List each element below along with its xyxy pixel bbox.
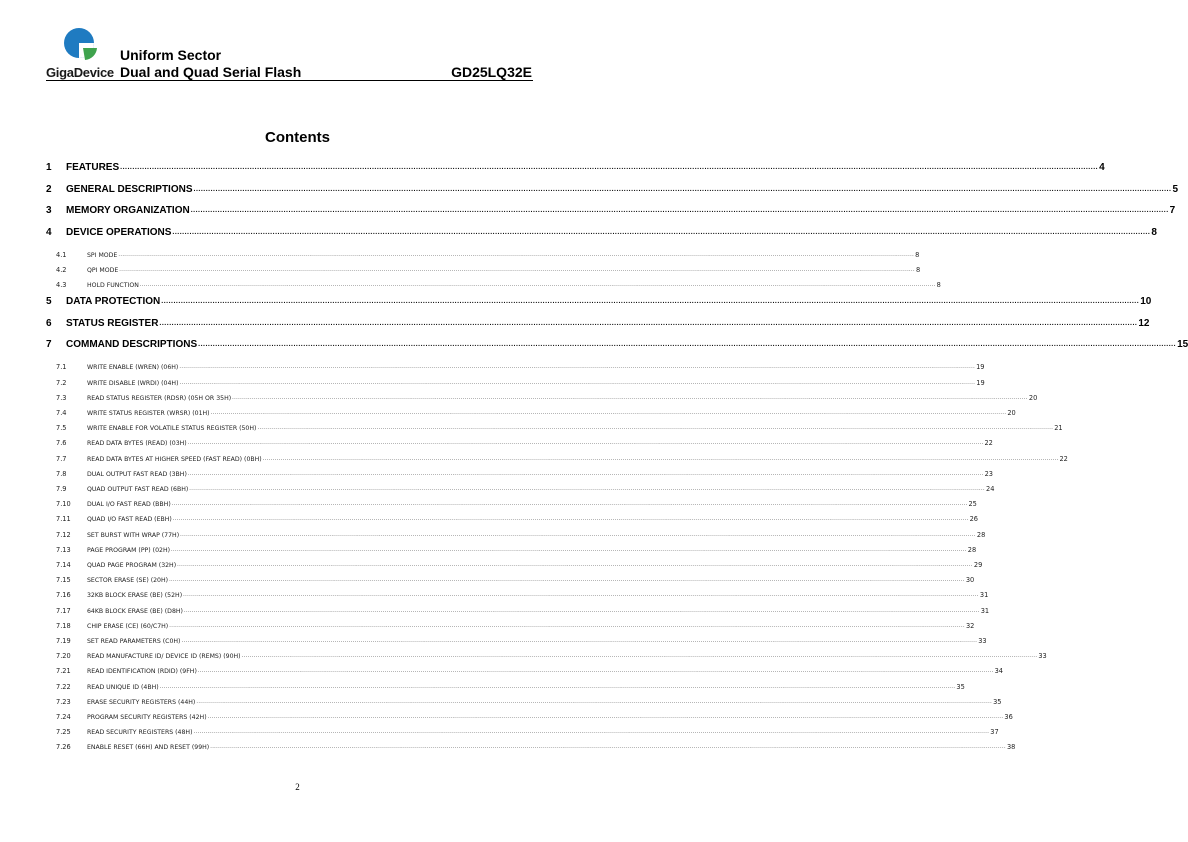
toc-entry[interactable] (46, 160, 1105, 173)
toc-dot-leader: ................................................................................................................................................................................................................................................................................................................................................................................................................ (179, 364, 976, 371)
toc-dot-leader: ................................................................................................................................................................................................................................................................................................................................................................................................................ (262, 455, 1059, 462)
toc-entry[interactable] (46, 373, 985, 387)
toc-entry[interactable] (46, 722, 999, 737)
toc-entry-number: 7.13 (56, 545, 71, 554)
toc-entry-page: 4 (1099, 162, 1105, 173)
toc-dot-leader: ................................................................................................................................................................................................................................................................................................................................................................................................................ (257, 425, 1054, 432)
toc-dot-leader: ................................................................................................................................................................................................................................................................................................................................................................................................................ (187, 470, 984, 477)
toc-entry-title: DEVICE OPERATIONS (66, 226, 172, 238)
toc-dot-leader: ................................................................................................................................................................................................................................................................................................................................................................................................................ (177, 562, 973, 568)
toc-entry[interactable] (46, 337, 1188, 351)
toc-entry[interactable] (46, 707, 1013, 721)
toc-entry-number: 7.14 (56, 561, 71, 569)
toc-entry-title: READ UNIQUE ID (4BH) (87, 683, 159, 691)
toc-entry-number: 7.3 (56, 393, 67, 402)
toc-entry-page: 34 (994, 667, 1003, 676)
toc-entry-title: QUAD I/O FAST READ (EBH) (87, 516, 172, 524)
toc-dot-leader: ................................................................................................................................................................................................................................................................................................................................................................................................................ (119, 266, 916, 273)
toc-entry-page: 24 (986, 485, 995, 493)
toc-entry[interactable] (46, 225, 1157, 238)
toc-dot-leader: ................................................................................................................................................................................................................................................................................................................................................................................................................ (197, 668, 994, 675)
toc-entry-title: QUAD PAGE PROGRAM (32H) (87, 562, 177, 569)
toc-entry-page: 23 (984, 469, 993, 478)
toc-entry-title: GENERAL DESCRIPTIONS (66, 183, 193, 195)
toc-entry-number: 7.24 (56, 713, 71, 721)
toc-entry-number: 7.25 (56, 728, 71, 737)
toc-entry[interactable] (46, 585, 989, 600)
toc-entry-title: READ DATA BYTES (READ) (03H) (87, 440, 187, 448)
toc-dot-leader: ................................................................................................................................................................................................................................................................................................................................................................................................................ (193, 185, 1172, 193)
toc-entry-number: 7.20 (56, 652, 71, 661)
toc-entry[interactable] (46, 525, 986, 539)
toc-entry[interactable] (46, 294, 1152, 308)
toc-dot-leader: ................................................................................................................................................................................................................................................................................................................................................................................................................ (193, 729, 990, 736)
toc-entry[interactable] (46, 418, 1063, 433)
toc-entry[interactable] (46, 182, 1178, 195)
toc-entry-page: 26 (969, 515, 978, 524)
toc-entry-title: COMMAND DESCRIPTIONS (66, 339, 198, 351)
toc-entry[interactable] (46, 494, 977, 509)
toc-dot-leader: ................................................................................................................................................................................................................................................................................................................................................................................................................ (187, 440, 984, 447)
toc-entry-title: MEMORY ORGANIZATION (66, 205, 190, 216)
toc-entry-title: STATUS REGISTER (66, 317, 159, 329)
toc-entry[interactable] (46, 479, 995, 493)
toc-entry[interactable] (46, 540, 977, 554)
toc-entry-page: 28 (967, 545, 977, 554)
toc-entry-page: 25 (968, 500, 977, 509)
toc-dot-leader: ................................................................................................................................................................................................................................................................................................................................................................................................................ (196, 698, 993, 705)
toc-entry[interactable] (46, 601, 990, 615)
toc-dot-leader: ................................................................................................................................................................................................................................................................................................................................................................................................................ (190, 207, 1169, 214)
toc-entry-title: READ IDENTIFICATION (RDID) (9FH) (87, 668, 197, 676)
toc-dot-leader: ................................................................................................................................................................................................................................................................................................................................................................................................................ (171, 546, 967, 553)
toc-entry-page: 7 (1169, 205, 1176, 216)
toc-entry-page: 10 (1140, 296, 1152, 308)
toc-dot-leader: ................................................................................................................................................................................................................................................................................................................................................................................................................ (232, 394, 1028, 401)
header-product-line2: Dual and Quad Serial Flash (120, 64, 302, 80)
toc-entry[interactable] (46, 403, 1016, 417)
toc-entry-number: 2 (46, 183, 52, 195)
toc-entry-title: 32KB BLOCK ERASE (BE) (52H) (87, 592, 183, 600)
toc-entry-number: 7.15 (56, 576, 71, 585)
toc-entry[interactable] (46, 449, 1068, 463)
toc-entry-page: 21 (1054, 424, 1063, 433)
toc-dot-leader: ................................................................................................................................................................................................................................................................................................................................................................................................................ (159, 683, 956, 690)
toc-entry-number: 7.23 (56, 697, 71, 706)
toc-entry[interactable] (46, 555, 983, 569)
toc-entry-page: 35 (956, 682, 965, 691)
toc-entry-page: 15 (1177, 339, 1188, 351)
toc-entry[interactable] (46, 631, 987, 645)
toc-entry-title: READ SECURITY REGISTERS (48H) (87, 729, 193, 737)
toc-entry[interactable] (46, 570, 975, 585)
toc-entry-title: HOLD FUNCTION (87, 281, 139, 289)
toc-entry-number: 7.12 (56, 530, 71, 539)
toc-entry[interactable] (46, 464, 993, 478)
toc-entry-page: 8 (915, 250, 920, 259)
toc-entry-title: SET READ PARAMETERS (C0H) (87, 638, 181, 645)
toc-entry[interactable] (46, 245, 920, 259)
toc-entry-page: 22 (1059, 454, 1068, 463)
toc-dot-leader: ................................................................................................................................................................................................................................................................................................................................................................................................................ (172, 516, 969, 523)
toc-entry-number: 7 (46, 339, 52, 351)
toc-entry[interactable] (46, 260, 921, 274)
toc-entry-page: 28 (976, 530, 986, 539)
toc-entry-title: QUAD OUTPUT FAST READ (6BH) (87, 486, 189, 493)
toc-entry-number: 6 (46, 317, 52, 329)
toc-dot-leader: ................................................................................................................................................................................................................................................................................................................................................................................................................ (161, 298, 1140, 306)
toc-dot-leader: ................................................................................................................................................................................................................................................................................................................................................................................................................ (189, 486, 986, 492)
toc-entry-number: 4.1 (56, 250, 67, 259)
toc-entry-number: 4.3 (56, 280, 67, 289)
toc-entry-title: ERASE SECURITY REGISTERS (44H) (87, 698, 196, 706)
toc-entry-title: 64KB BLOCK ERASE (BE) (D8H) (87, 607, 183, 615)
toc-dot-leader: ................................................................................................................................................................................................................................................................................................................................................................................................................ (169, 622, 965, 629)
toc-entry-number: 7.1 (56, 363, 67, 372)
toc-entry-page: 19 (976, 363, 985, 372)
toc-entry-number: 7.8 (56, 469, 67, 478)
toc-entry-page: 32 (965, 621, 975, 630)
toc-entry-number: 7.6 (56, 439, 67, 448)
toc-dot-leader: ................................................................................................................................................................................................................................................................................................................................................................................................................ (210, 410, 1007, 416)
toc-entry-number: 7.7 (56, 454, 67, 463)
toc-entry-title: QPI MODE (87, 266, 119, 274)
toc-dot-leader: ................................................................................................................................................................................................................................................................................................................................................................................................................ (171, 501, 968, 508)
toc-entry-page: 30 (965, 576, 975, 585)
toc-entry[interactable] (46, 316, 1150, 329)
toc-entry-page: 8 (916, 265, 921, 274)
toc-entry-page: 36 (1004, 713, 1013, 721)
toc-entry[interactable] (46, 616, 975, 630)
toc-entry[interactable] (46, 203, 1176, 216)
toc-entry-title: WRITE ENABLE (WREN) (06H) (87, 364, 179, 372)
toc-entry[interactable] (46, 692, 1002, 706)
toc-dot-leader: ................................................................................................................................................................................................................................................................................................................................................................................................................ (120, 164, 1099, 171)
toc-entry[interactable] (46, 388, 1038, 402)
toc-entry-number: 7.21 (56, 667, 71, 676)
toc-entry-number: 7.18 (56, 621, 71, 630)
toc-dot-leader: ................................................................................................................................................................................................................................................................................................................................................................................................................ (183, 607, 980, 614)
toc-entry[interactable] (46, 509, 978, 524)
toc-dot-leader: ................................................................................................................................................................................................................................................................................................................................................................................................................ (159, 319, 1138, 327)
toc-entry-number: 7.10 (56, 500, 71, 509)
toc-entry-number: 7.19 (56, 637, 71, 645)
toc-entry-title: WRITE STATUS REGISTER (WRSR) (01H) (87, 410, 210, 417)
toc-entry-number: 7.26 (56, 743, 71, 752)
toc-entry-number: 4 (46, 226, 52, 238)
toc-entry-page: 31 (980, 606, 990, 615)
toc-entry-title: SPI MODE (87, 251, 118, 259)
toc-entry-number: 7.4 (56, 409, 67, 417)
logo-text: GigaDevice (46, 65, 114, 80)
toc-dot-leader: ................................................................................................................................................................................................................................................................................................................................................................................................................ (172, 228, 1151, 236)
toc-dot-leader: ................................................................................................................................................................................................................................................................................................................................................................................................................ (183, 592, 979, 599)
page-number: 2 (295, 782, 300, 792)
toc-entry-title: DUAL I/O FAST READ (BBH) (87, 501, 171, 509)
header-divider (46, 80, 533, 81)
toc-entry-title: FEATURES (66, 162, 120, 173)
toc-dot-leader: ................................................................................................................................................................................................................................................................................................................................................................................................................ (169, 577, 965, 584)
toc-entry-number: 3 (46, 205, 52, 216)
toc-entry-number: 7.11 (56, 515, 71, 524)
header-product-line1: Uniform Sector (120, 47, 222, 63)
toc-entry-number: 7.17 (56, 606, 71, 615)
toc-entry-page: 12 (1138, 317, 1150, 329)
toc-entry-number: 7.9 (56, 485, 67, 493)
toc-entry-title: WRITE ENABLE FOR VOLATILE STATUS REGISTER (50H) (87, 425, 257, 433)
toc-entry[interactable] (46, 661, 1003, 676)
toc-entry-title: SECTOR ERASE (SE) (20H) (87, 577, 169, 585)
toc-dot-leader: ................................................................................................................................................................................................................................................................................................................................................................................................................ (139, 281, 936, 288)
toc-entry-page: 31 (979, 591, 989, 600)
toc-entry-page: 37 (990, 728, 999, 737)
toc-entry-number: 7.2 (56, 378, 67, 387)
header-part-number: GD25LQ32E (451, 64, 532, 80)
toc-entry-title: READ MANUFACTURE ID/ DEVICE ID (REMS) (90H) (87, 653, 241, 661)
toc-dot-leader: ................................................................................................................................................................................................................................................................................................................................................................................................................ (241, 653, 1038, 660)
toc-dot-leader: ................................................................................................................................................................................................................................................................................................................................................................................................................ (181, 638, 978, 644)
toc-dot-leader: ................................................................................................................................................................................................................................................................................................................................................................................................................ (210, 744, 1006, 751)
toc-dot-leader: ................................................................................................................................................................................................................................................................................................................................................................................................................ (118, 251, 915, 258)
toc-entry-title: DATA PROTECTION (66, 296, 161, 308)
toc-entry[interactable] (46, 433, 993, 448)
toc-entry-number: 1 (46, 162, 52, 173)
page-title: Contents (265, 129, 330, 146)
toc-dot-leader: ................................................................................................................................................................................................................................................................................................................................................................................................................ (179, 379, 976, 386)
toc-dot-leader: ................................................................................................................................................................................................................................................................................................................................................................................................................ (180, 531, 976, 538)
toc-entry[interactable] (46, 677, 965, 691)
toc-entry-number: 4.2 (56, 265, 67, 274)
toc-entry-page: 33 (1038, 652, 1047, 661)
toc-entry-title: READ DATA BYTES AT HIGHER SPEED (FAST READ) (0BH) (87, 455, 262, 463)
toc-entry-title: READ STATUS REGISTER (RDSR) (05H OR 35H) (87, 394, 232, 402)
toc-entry-page: 29 (973, 561, 983, 569)
toc-entry-number: 7.16 (56, 591, 71, 600)
toc-entry-page: 35 (993, 697, 1002, 706)
toc-entry-page: 33 (978, 637, 987, 645)
toc-entry-title: ENABLE RESET (66H) AND RESET (99H) (87, 744, 210, 752)
toc-entry[interactable] (46, 737, 1016, 752)
toc-entry-title: DUAL OUTPUT FAST READ (3BH) (87, 470, 187, 478)
toc-entry-page: 38 (1006, 743, 1016, 752)
toc-entry-number: 7.5 (56, 424, 67, 433)
toc-dot-leader: ................................................................................................................................................................................................................................................................................................................................................................................................................ (207, 714, 1004, 720)
toc-entry-page: 20 (1007, 409, 1016, 417)
toc-entry-page: 20 (1028, 393, 1038, 402)
toc-entry[interactable] (46, 646, 1047, 661)
toc-entry-page: 22 (984, 439, 993, 448)
toc-entry-page: 8 (936, 280, 941, 289)
toc-entry-title: CHIP ERASE (CE) (60/C7H) (87, 622, 169, 630)
gigadevice-logo (46, 26, 114, 80)
toc-entry-page: 19 (976, 378, 985, 387)
toc-entry-title: WRITE DISABLE (WRDI) (04H) (87, 379, 179, 387)
toc-entry-number: 7.22 (56, 682, 71, 691)
toc-entry-title: PAGE PROGRAM (PP) (02H) (87, 546, 171, 554)
toc-entry-title: SET BURST WITH WRAP (77H) (87, 531, 180, 539)
toc-entry[interactable] (46, 275, 941, 289)
logo-mark-icon (63, 26, 101, 62)
toc-entry-page: 5 (1172, 183, 1178, 195)
toc-entry-title: PROGRAM SECURITY REGISTERS (42H) (87, 714, 207, 721)
toc-entry-number: 5 (46, 296, 52, 308)
toc-entry[interactable] (46, 357, 985, 372)
toc-entry-page: 8 (1151, 226, 1157, 238)
toc-dot-leader: ................................................................................................................................................................................................................................................................................................................................................................................................................ (198, 341, 1177, 349)
